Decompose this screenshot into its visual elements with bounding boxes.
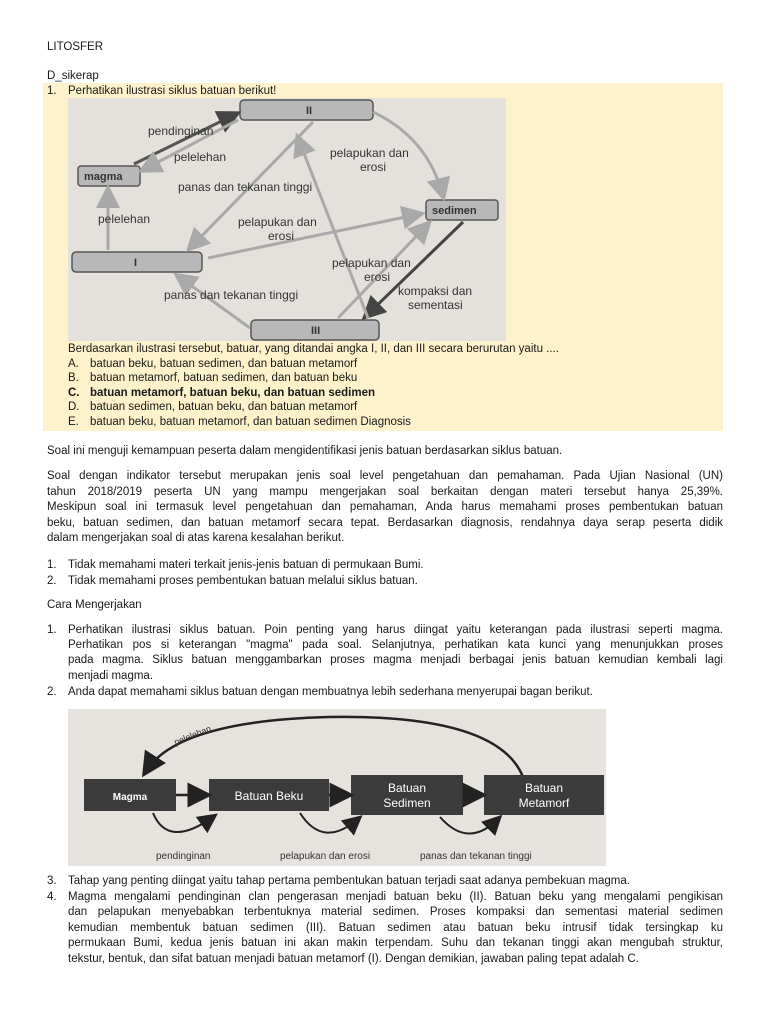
pelapukan-low-2: erosi	[364, 270, 391, 284]
option-c: C. batuan metamorf, batuan beku, dan batuan sedimen	[68, 386, 375, 399]
box-iii-label: III	[311, 325, 321, 337]
panas-label-2: panas dan tekanan tinggi	[420, 851, 532, 862]
box-i-label: I	[134, 257, 138, 269]
document-title: LITOSFER	[47, 41, 104, 53]
kompaksi-2: sementasi	[408, 298, 463, 312]
pelapukan-top-1: pelapukan dan	[330, 146, 409, 160]
panas-bottom-label: panas dan tekanan tinggi	[164, 288, 299, 302]
steps-list-a	[47, 623, 723, 700]
option-d: D. batuan sedimen, batuan beku, dan batuan metamorf	[68, 401, 358, 414]
option-e: E. batuan beku, batuan metamorf, dan batuan sedimen Diagnosis	[68, 415, 411, 428]
pelapukan-top-2: erosi	[360, 160, 387, 174]
node-sedimen-label-2: Sedimen	[383, 796, 431, 810]
pelapukan-low-1: pelapukan dan	[332, 256, 411, 270]
rock-cycle-diagram	[68, 98, 506, 341]
magma-label: magma	[84, 171, 123, 183]
node-sedimen-label-1: Batuan	[387, 781, 427, 795]
list-item: 2. Anda dapat memahami siklus batuan dengan membuatnya lebih sederhana menyerupai bagan berikut.	[47, 685, 593, 698]
question-text: Perhatikan ilustrasi siklus batuan berikut!	[68, 85, 277, 97]
pelelehan-left-label: pelelehan	[98, 212, 151, 226]
pelapukan-mid-2: erosi	[268, 229, 295, 243]
pelelehan-arc-label: pelelehan	[172, 723, 213, 748]
paragraph-intro: Soal ini menguji kemampuan peserta dalam mengidentifikasi jenis batuan berdasarkan siklus batuan.	[47, 445, 563, 457]
cara-heading: Cara Mengerjakan	[47, 599, 142, 611]
steps-list-b	[47, 874, 723, 968]
pelapukan-mid-1: pelapukan dan	[238, 215, 317, 229]
pendinginan-label-2: pendinginan	[156, 851, 211, 862]
list-item: 2. Tidak memahami proses pembentukan batuan melalui siklus batuan.	[47, 575, 418, 587]
section-label: D_sikerap	[47, 70, 99, 82]
option-b: B. batuan metamorf, batuan sedimen, dan batuan beku	[68, 372, 358, 385]
list-item: 1. Perhatikan ilustrasi siklus batuan. Poin penting yang harus diingat yaitu keterangan pada ilustrasi seperti magma. Perhatikan pos si keterangan "magma" pada soal. Selanjutnya, perhatikan kata kunci yang menunjukkan proses pada magma. Siklus batuan menggambarkan proses magma menjadi berbagai jenis batuan kemudian kembali lagi menjadi magma.	[47, 624, 723, 682]
node-metamorf-label-2: Metamorf	[518, 796, 570, 810]
question-options	[68, 342, 718, 430]
question-number: 1.	[47, 85, 57, 97]
box-ii-label: II	[306, 105, 313, 117]
simple-cycle-diagram	[68, 709, 606, 866]
option-a: A. batuan beku, batuan sedimen, dan batuan metamorf	[68, 357, 358, 370]
paragraph-diagnosis: Soal dengan indikator tersebut merupakan jenis soal level pengetahuan dan pemahaman. Pada Ujian Nasional (UN) tahun 2018/2019 peserta UN yang mampu mengerjakan soal berkaitan dengan materi tersebut hanya 25,39%. Meskipun soal ini termasuk level pengetahuan dan pemahaman, Anda harus memahami proses pembentukan batuan beku, batuan sedimen, dan batuan metamorf secara tepat. Berdasarkan diagnosis, rendahnya daya serap peserta didik dalam mengerjakan soal di atas karena kesalahan berikut.	[47, 470, 723, 544]
panas-top-label: panas dan tekanan tinggi	[178, 180, 313, 194]
list-item: 1. Tidak memahami materi terkait jenis-jenis batuan di permukaan Bumi.	[47, 559, 424, 571]
pelelehan-top-label: pelelehan	[174, 150, 227, 164]
pendinginan-label: pendinginan	[148, 124, 214, 138]
error-list	[47, 557, 723, 589]
question-prompt: Berdasarkan ilustrasi tersebut, batuar, yang ditandai angka I, II, dan III secara berurutan yaitu ....	[68, 343, 559, 355]
sedimen-label: sedimen	[432, 205, 477, 217]
kompaksi-1: kompaksi dan	[398, 284, 473, 298]
pelapukan-label-2: pelapukan dan erosi	[280, 851, 371, 862]
node-beku-label: Batuan Beku	[234, 789, 304, 803]
node-magma-label: Magma	[112, 792, 148, 803]
node-metamorf-label-1: Batuan	[524, 781, 564, 795]
list-item: 3. Tahap yang penting diingat yaitu tahap pertama pembentukan batuan terjadi saat adanya pembekuan magma.	[47, 875, 630, 887]
list-item: 4. Magma mengalami pendinginan clan pengerasan menjadi batuan beku (II). Batuan beku yang mengalami pengikisan dan pelapukan menyebabkan terbentuknya material sedimen. Proses kompaksi dan sementasi material sedimen kemudian membentuk batuan sedimen (III). Batuan sedimen atau batuan beku intrusif tidak tersingkap ku permukaan Bumi, kedua jenis batuan ini akan makin terpendam. Suhu dan tekanan tinggi akan mengubah struktur, tekstur, bentuk, dan sifat batuan menjadi batuan metamorf (I). Dengan demikian, jawaban paling tepat adalah C.	[47, 890, 723, 965]
